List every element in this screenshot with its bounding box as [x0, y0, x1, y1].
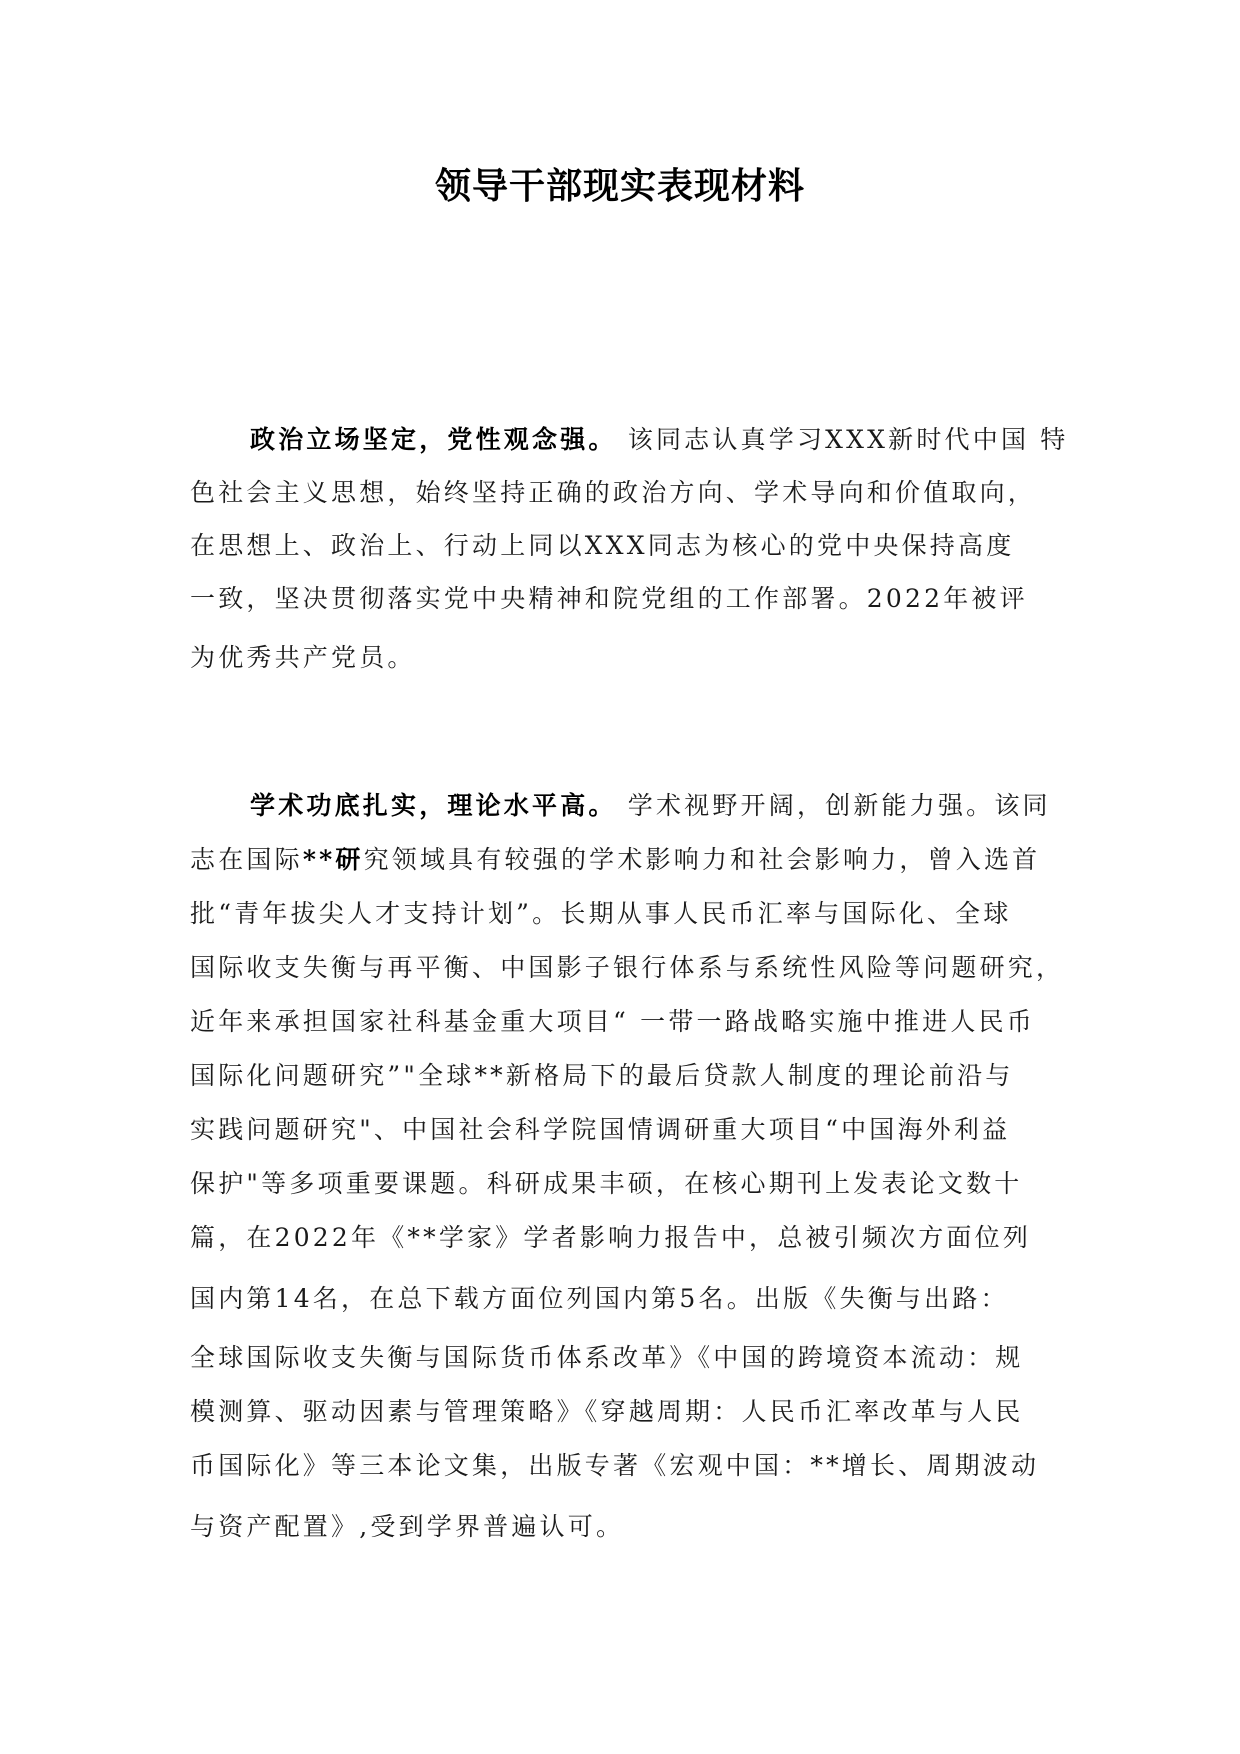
document-title: 领导干部现实表现材料: [434, 166, 805, 207]
section-2-line-13: 币国际化》等三本论文集，出版专著《宏观中国：**增长、周期波动: [190, 1451, 1040, 1480]
section-2-heading: 学术功底扎实，理论水平高。: [250, 791, 617, 820]
section-2-line-2: [190, 840, 1040, 876]
section-2-line-2-a: 志在国际: [190, 845, 303, 874]
section-1-line-4: 一致，坚决贯彻落实党中央精神和院党组的工作部署。2022年被评: [190, 584, 1028, 613]
section-1-line-1: [250, 420, 1069, 456]
section-2-line-14: 与资产配置》,受到学界普遍认可。: [190, 1512, 625, 1541]
section-2-bold-fragment: **研: [302, 845, 364, 874]
section-2-text: 学术视野开阔，创新能力强。该同: [616, 791, 1051, 820]
section-1-line-5: 为优秀共产党员。: [190, 643, 416, 672]
section-2-line-7: 实践问题研究"、中国社会科学院国情调研重大项目“中国海外利益: [190, 1115, 1011, 1144]
section-2-line-12: 模测算、驱动因素与管理策略》《穿越周期：人民币汇率改革与人民: [190, 1397, 1024, 1426]
section-2-line-5: 近年来承担国家社科基金重大项目“ 一带一路战略实施中推进人民币: [190, 1007, 1035, 1036]
section-2-line-10: 国内第14名，在总下载方面位列国内第5名。出版《失衡与出路：: [190, 1284, 1009, 1313]
section-1-line-2: 色社会主义思想，始终坚持正确的政治方向、学术导向和价值取向，: [190, 478, 1037, 507]
section-2-line-2-b: 究领域具有较强的学术影响力和社会影响力，曾入选首: [363, 845, 1041, 874]
section-2-line-6: 国际化问题研究”"全球**新格局下的最后贷款人制度的理论前沿与: [190, 1061, 1014, 1090]
section-2-line-1: [250, 786, 1051, 822]
section-2-line-3: 批“青年拔尖人才支持计划”。长期从事人民币汇率与国际化、全球: [190, 899, 1012, 928]
section-2-line-8: 保护"等多项重要课题。科研成果丰硕，在核心期刊上发表论文数十: [190, 1169, 1023, 1198]
section-1-heading: 政治立场坚定，党性观念强。: [250, 425, 617, 454]
section-2-line-9: 篇，在2022年《**学家》学者影响力报告中，总被引频次方面位列: [190, 1223, 1032, 1252]
section-2-line-4: 国际收支失衡与再平衡、中国影子银行体系与系统性风险等问题研究，: [190, 953, 1065, 982]
section-1-text: 该同志认真学习XXX新时代中国 特: [616, 425, 1069, 454]
section-1-line-3: 在思想上、政治上、行动上同以XXX同志为核心的党中央保持高度: [190, 531, 1015, 560]
section-2-line-11: 全球国际收支失衡与国际货币体系改革》《中国的跨境资本流动：规: [190, 1343, 1024, 1372]
